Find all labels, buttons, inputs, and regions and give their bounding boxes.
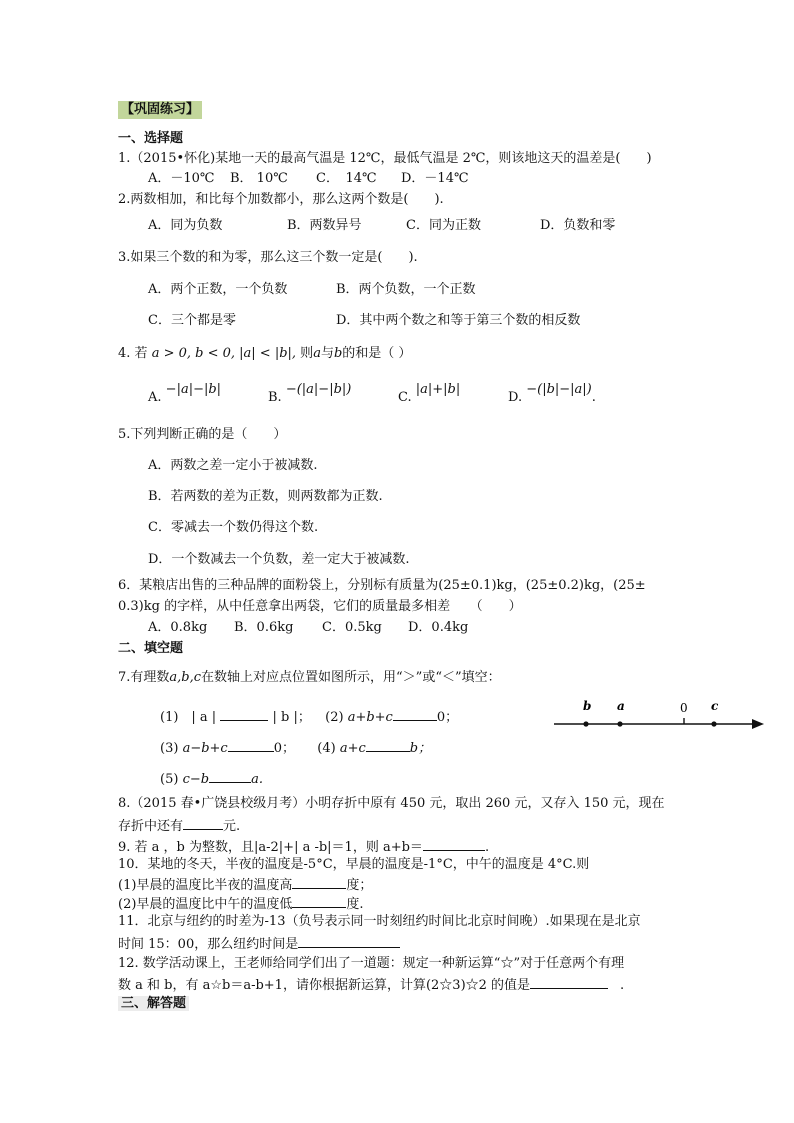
q7-p3-blank[interactable]: [228, 739, 274, 752]
q7-p4-label: (4): [317, 741, 336, 756]
q7-p5-expr: c−b: [182, 772, 210, 787]
q4-suffix: 的和是（ ）: [342, 346, 412, 361]
q10-part-1-blank[interactable]: [292, 876, 346, 889]
point-b: [583, 721, 588, 726]
q4-c-label: C.: [398, 390, 412, 405]
q1-option-a: A．－10℃: [148, 171, 215, 186]
q7-p1-left: (1) | a |: [160, 710, 217, 725]
section-title-answer: [118, 996, 189, 1012]
q7-p4-blank[interactable]: [366, 739, 410, 752]
label-a: a: [617, 699, 625, 713]
question-6-line-1: 6．某粮店出售的三种品牌的面粉袋上，分别标有质量为(25±0.1)kg，(25±0.2)kg，(25±: [118, 578, 646, 593]
q7-p5-label: (5): [160, 772, 179, 787]
q10-part-2-unit: 度.: [346, 897, 364, 912]
q4-c-expr: |a|+|b|: [415, 382, 461, 397]
q4-and: 与: [320, 346, 334, 361]
question-3: 3.如果三个数的和为零，那么这三个数一定是( ).: [118, 250, 418, 265]
q3-option-a: A．两个正数，一个负数: [148, 282, 288, 297]
point-c: [711, 721, 716, 726]
q5-option-d: D．一个数减去一个负数，差一定大于被减数.: [148, 552, 410, 567]
label-c: c: [711, 699, 719, 713]
q3-option-c: C．三个都是零: [148, 313, 236, 328]
q4-var-a: a: [313, 346, 321, 361]
q1-option-d: D．－14℃: [401, 171, 469, 186]
q7-p5-blank[interactable]: [209, 770, 251, 783]
q6-option-c: C．0.5kg: [322, 620, 382, 635]
q4-b-label: B.: [268, 390, 282, 405]
question-4: [118, 346, 411, 362]
q7-text-post: 在数轴上对应点位置如图所示，用“＞”或“＜”填空：: [201, 670, 501, 685]
q10-part-1-text: (1)早晨的温度比半夜的温度高: [118, 878, 293, 893]
section-title-choice: 一、选择题: [118, 131, 184, 146]
q7-part-1: [160, 708, 458, 726]
q12-blank[interactable]: [530, 976, 608, 989]
q12-text: 数 a 和 b，有 a☆b＝a-b+1，请你根据新运算，计算(2☆3)☆2 的值是: [118, 978, 531, 993]
question-10-line-1: 10．某地的冬天，半夜的温度是-5°C，早晨的温度是-1°C，中午的温度是 4°C.则: [118, 857, 590, 872]
q4-mid: 则: [300, 346, 314, 361]
q7-p2-expr: a+b+c: [347, 710, 393, 725]
q1-option-b: B． 10℃: [230, 171, 288, 186]
q4-prefix: 4. 若: [118, 346, 148, 361]
q10-part-2-blank[interactable]: [292, 895, 346, 908]
point-a: [617, 721, 622, 726]
q6-option-b: B．0.6kg: [234, 620, 294, 635]
q4-option-d: [508, 382, 596, 406]
q2-option-b: B．两数异号: [287, 218, 362, 233]
q6-option-d: D．0.4kg: [408, 620, 469, 635]
q7-p3-right: 0；: [273, 741, 295, 756]
q6-option-a: A．0.8kg: [148, 620, 208, 635]
q7-p2-right: 0；: [436, 710, 459, 725]
q9-blank[interactable]: [423, 838, 485, 851]
q7-part-5: [160, 770, 263, 788]
q4-option-b: [268, 382, 352, 406]
q7-vars: a,b,c: [169, 670, 202, 685]
question-6-line-2: 0.3)kg 的字样，从中任意拿出两袋，它们的质量最多相差 （ ）: [118, 599, 522, 614]
q4-condition: a > 0, b < 0, |a| < |b|,: [151, 346, 297, 361]
question-12-line-1: 12. 数学活动课上，王老师给同学们出了一道题：规定一种新运算“☆”对于任意两个有理: [118, 956, 625, 971]
question-1: 1.（2015•怀化)某地一天的最高气温是 12℃，最低气温是 2℃，则该地这天的温差是( ): [118, 151, 652, 166]
q4-d-label: D.: [508, 390, 523, 405]
q9-end: .: [484, 840, 490, 855]
q8-text: 存折中还有: [118, 819, 184, 834]
question-8-line-2: [118, 817, 240, 835]
question-12-line-2: [118, 976, 624, 994]
number-line-arrow: [752, 719, 764, 729]
q4-d-expr: −(|b|−|a|): [526, 382, 592, 397]
label-b: b: [583, 699, 592, 713]
section-header: 【巩固练习】: [118, 101, 202, 119]
question-5: 5.下列判断正确的是（ ）: [118, 427, 287, 442]
q7-p1-right: | b |；: [272, 710, 311, 725]
q11-text: 时间 15：00，那么纽约时间是: [118, 937, 299, 952]
q2-option-d: D．负数和零: [540, 218, 616, 233]
question-10-line-2: [118, 876, 372, 894]
q4-a-expr: −|a|−|b|: [165, 382, 222, 397]
q4-d-end: .: [591, 390, 596, 405]
q3-option-b: B．两个负数，一个正数: [336, 282, 476, 297]
q7-p2-label: (2): [325, 710, 344, 725]
number-line: [548, 696, 768, 736]
q4-a-label: A.: [148, 390, 162, 405]
q7-part-3: [160, 739, 431, 757]
q7-p5-right: a.: [251, 772, 263, 787]
q4-b-expr: −(|a|−|b|): [285, 382, 352, 397]
question-9: [118, 838, 489, 856]
q4-option-c: [398, 382, 461, 406]
q5-option-c: C．零减去一个数仍得这个数.: [148, 520, 319, 535]
q8-blank[interactable]: [183, 817, 223, 830]
section-3-label: 三、解答题: [118, 996, 189, 1011]
q3-option-d: D．其中两个数之和等于第三个数的相反数: [336, 313, 581, 328]
question-11-line-2: [118, 935, 400, 953]
question-7: [118, 670, 501, 686]
question-2: 2.两数相加，和比每个加数都小，那么这两个数是( ).: [118, 192, 444, 207]
q12-end: .: [620, 978, 625, 993]
q7-text-pre: 7.有理数: [118, 670, 170, 685]
q10-part-2-text: (2)早晨的温度比中午的温度低: [118, 897, 293, 912]
question-11-line-1: 11．北京与纽约的时差为-13（负号表示同一时刻纽约时间比北京时间晚）.如果现在是北京: [118, 914, 641, 929]
label-zero: 0: [680, 701, 688, 715]
q8-unit: 元.: [223, 819, 241, 834]
q7-p4-expr: a+c: [339, 741, 366, 756]
q9-text: 9. 若 a ，b 为整数，且|a-2|+| a -b|＝1，则 a+b＝: [118, 840, 423, 855]
q10-part-1-unit: 度；: [346, 878, 373, 893]
q2-option-c: C．同为正数: [406, 218, 481, 233]
question-8-line-1: 8.（2015 春•广饶县校级月考）小明存折中原有 450 元，取出 260 元，又存入 150 元，现在: [118, 796, 665, 811]
section-title-fill: 二、填空题: [118, 641, 184, 656]
q7-p4-right: b；: [409, 741, 432, 756]
q7-p3-label: (3): [160, 741, 179, 756]
q4-option-a: [148, 382, 222, 406]
q4-var-b: b: [333, 346, 343, 361]
q5-option-b: B．若两数的差为正数，则两数都为正数.: [148, 489, 383, 504]
q7-p1-blank[interactable]: [220, 708, 268, 721]
q11-blank[interactable]: [298, 935, 400, 948]
q2-option-a: A．同为负数: [148, 218, 223, 233]
q5-option-a: A．两数之差一定小于被减数.: [148, 458, 318, 473]
question-10-line-3: [118, 895, 364, 913]
q1-option-c: C． 14℃: [316, 171, 377, 186]
q7-p2-blank[interactable]: [393, 708, 437, 721]
q7-p3-expr: a−b+c: [182, 741, 228, 756]
